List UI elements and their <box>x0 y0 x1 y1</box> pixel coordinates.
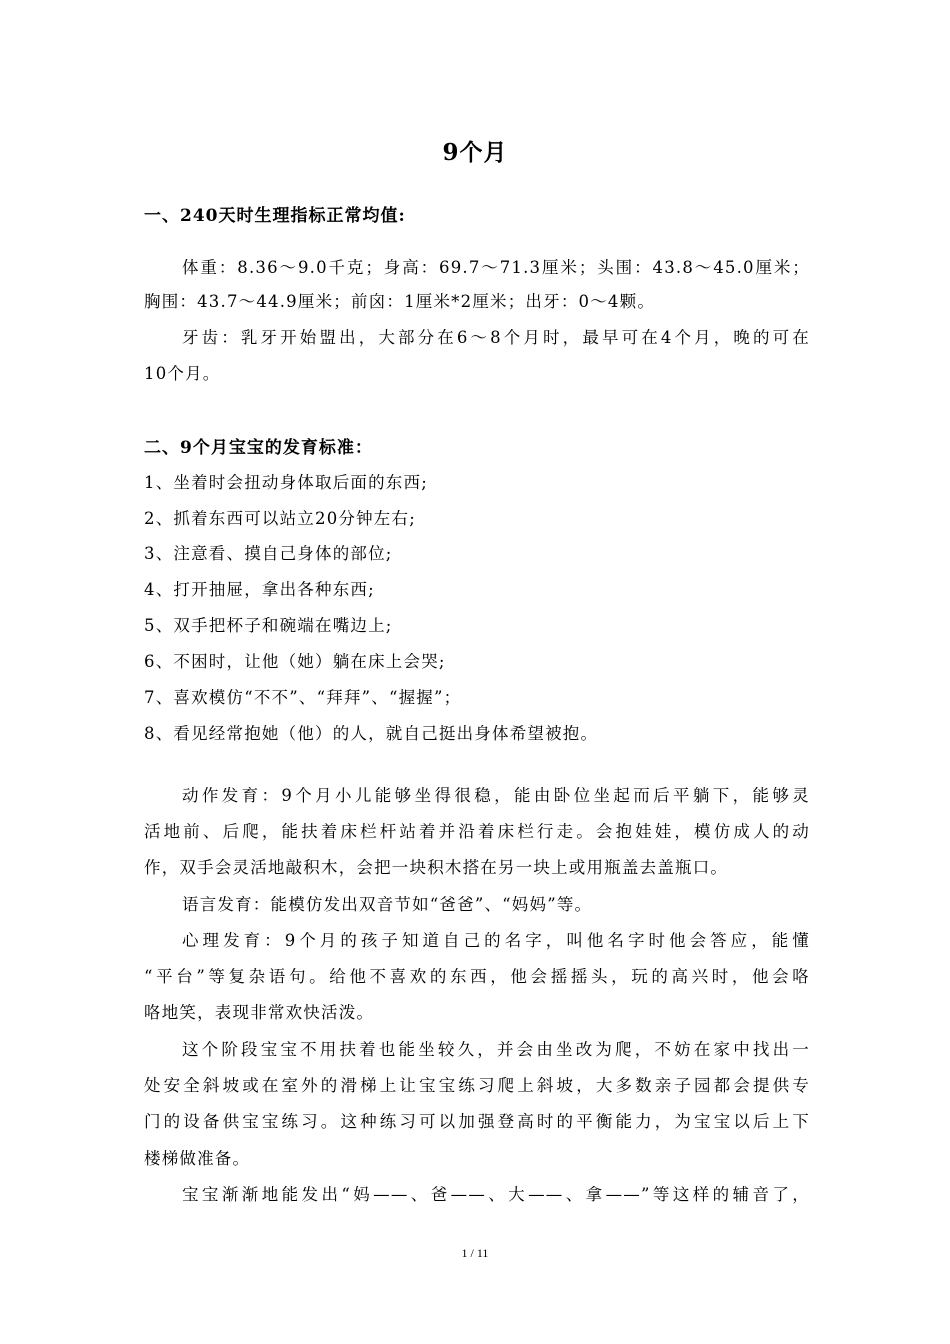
list-item: 6、不困时，让他（她）躺在床上会哭; <box>144 652 446 671</box>
paragraph-line <box>182 1183 810 1207</box>
page-title: 9个月 <box>442 139 508 166</box>
paragraph-line <box>144 1001 374 1025</box>
psych-line-1: 心理发育：9个月的孩子知道自己的名字，叫他名字时他会答应，能懂 <box>182 931 810 950</box>
language-line-1: 语言发育：能模仿发出双音节如“爸爸”、“妈妈”等。 <box>182 895 593 914</box>
stage-line-2: 处安全斜坡或在室外的滑梯上让宝宝练习爬上斜坡，大多数亲子园都会提供专 <box>144 1076 810 1095</box>
paragraph-line <box>182 784 810 808</box>
section-1-line-3: 牙齿：乳牙开始盟出，大部分在6～8个月时，最早可在4个月，晚的可在 <box>182 328 810 347</box>
list-item: 7、喜欢模仿“不不”、“拜拜”、“握握”； <box>144 688 462 707</box>
stage-line-4: 楼梯做准备。 <box>144 1149 251 1168</box>
page-number: 1 / 11 <box>461 1246 489 1260</box>
list-item: 3、注意看、摸自己身体的部位; <box>144 544 393 563</box>
paragraph-line <box>144 290 655 314</box>
list-item: 8、看见经常抱她（他）的人，就自己挺出身体希望被抱。 <box>144 724 599 743</box>
motor-line-1: 动作发育：9个月小儿能够坐得很稳，能由卧位坐起而后平躺下，能够灵 <box>182 786 810 805</box>
paragraph-line <box>144 965 810 989</box>
motor-line-3: 作，双手会灵活地敲积木，会把一块积木搭在另一块上或用瓶盖去盖瓶口。 <box>144 858 729 877</box>
paragraph-line <box>182 893 592 917</box>
paragraph-line <box>144 362 221 386</box>
list-item: 5、双手把杯子和碗端在嘴边上; <box>144 616 393 635</box>
paragraph-line <box>144 1147 250 1171</box>
paragraph-line <box>182 929 810 953</box>
list-item: 1、坐着时会扭动身体取后面的东西; <box>144 473 428 492</box>
paragraph-line <box>144 1074 810 1098</box>
paragraph-line <box>182 1038 810 1062</box>
paragraph-line <box>182 256 810 280</box>
stage-line-1: 这个阶段宝宝不用扶着也能坐较久，并会由坐改为爬，不妨在家中找出一 <box>182 1040 810 1059</box>
section-2-heading: 二、9个月宝宝的发育标准： <box>144 438 373 458</box>
section-1-line-1: 体重：8.36～9.0千克；身高：69.7～71.3厘米；头围：43.8～45.0厘米； <box>182 258 810 277</box>
paragraph-line <box>182 326 810 350</box>
stage-line-3: 门的设备供宝宝练习。这种练习可以加强登高时的平衡能力，为宝宝以后上下 <box>144 1112 810 1131</box>
list-item: 2、抓着东西可以站立20分钟左右; <box>144 509 416 528</box>
section-1-line-4: 10个月。 <box>144 364 221 383</box>
psych-line-2: “平台”等复杂语句。给他不喜欢的东西，他会摇摇头，玩的高兴时，他会咯 <box>144 967 810 986</box>
psych-line-3: 咯地笑，表现非常欢快活泼。 <box>144 1003 375 1022</box>
paragraph-line <box>144 856 728 880</box>
sounds-line-1: 宝宝渐渐地能发出“妈——、爸——、大——、拿——”等这样的辅音了， <box>182 1185 810 1204</box>
motor-line-2: 活地前、后爬，能扶着床栏杆站着并沿着床栏行走。会抱娃娃，模仿成人的动 <box>144 822 810 841</box>
section-1-line-2: 胸围：43.7～44.9厘米；前囟：1厘米*2厘米；出牙：0～4颗。 <box>144 292 656 311</box>
section-1-heading: 一、240天时生理指标正常均值: <box>144 206 406 226</box>
list-item: 4、打开抽屉，拿出各种东西; <box>144 580 375 599</box>
paragraph-line <box>144 820 810 844</box>
paragraph-line <box>144 1110 810 1134</box>
